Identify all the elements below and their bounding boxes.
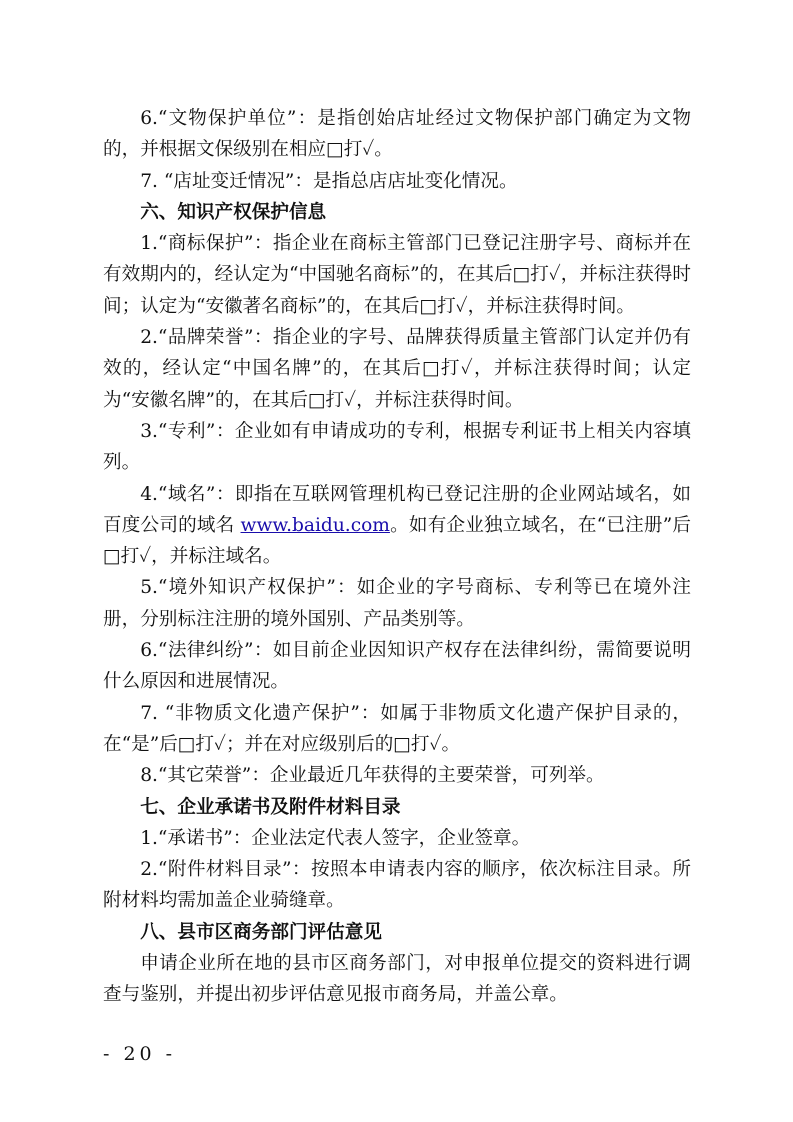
paragraph-trademark: 1.“商标保护”：指企业在商标主管部门已登记注册字号、商标并在有效期内的，经认定为“中国驰名商标”的，在其后□打✓，并标注获得时间；认定为“安徽著名商标”的，在其后□打✓，并标注获得时间。 [103,233,691,317]
paragraph-domain [103,479,691,573]
paragraph-legal-dispute: 6.“法律纠纷”：如目前企业因知识产权存在法律纠纷，需简要说明什么原因和进展情况。 [103,640,691,693]
domain-text-pre: 4.“域名”：即指在互联网管理机构已登记注册的企业网站域名，如百度公司的域名 [103,483,691,536]
paragraph-intangible-heritage: 7. “非物质文化遗产保护”：如属于非物质文化遗产保护目录的，在“是”后□打✓；并在对应级别后的□打✓。 [103,702,691,755]
paragraph-evaluation-opinion: 申请企业所在地的县市区商务部门，对申报单位提交的资料进行调查与鉴别，并提出初步评估意见报市商务局，并盖公章。 [103,953,691,1006]
section-heading-commitment: 七、企业承诺书及附件材料目录 [140,796,401,818]
section-heading-ip: 六、知识产权保护信息 [140,201,327,223]
page-number: - 20 - [103,1043,177,1065]
baidu-link[interactable]: www.baidu.com [240,514,390,536]
paragraph-patent: 3.“专利”：企业如有申请成功的专利，根据专利证书上相关内容填列。 [103,420,691,474]
section-heading-evaluation: 八、县市区商务部门评估意见 [140,921,382,943]
domain-text-post: 。如有企业独立域名，在“已注册”后□打✓，并标注域名。 [103,514,691,568]
document-body [103,103,691,1011]
paragraph-cultural-protection: 6.“文物保护单位”：是指创始店址经过文物保护部门确定为文物的，并根据文保级别在相应□打✓。 [103,108,691,161]
paragraph-store-relocation: 7. “店址变迁情况”：是指总店店址变化情况。 [140,170,518,192]
paragraph-attachment-list: 2.“附件材料目录”：按照本申请表内容的顺序，依次标注目录。所附材料均需加盖企业骑缝章。 [103,859,691,912]
paragraph-overseas-ip: 5.“境外知识产权保护”：如企业的字号商标、专利等已在境外注册，分别标注注册的境外国别、产品类别等。 [103,577,691,630]
paragraph-commitment-letter: 1.“承诺书”：企业法定代表人签字，企业签章。 [140,827,531,849]
paragraph-brand-honor: 2.“品牌荣誉”：指企业的字号、品牌获得质量主管部门认定并仍有效的，经认定“中国名牌”的，在其后□打✓，并标注获得时间；认定为“安徽名牌”的，在其后□打✓，并标注获得时间。 [103,327,691,411]
paragraph-other-honors: 8.“其它荣誉”：企业最近几年获得的主要荣誉，可列举。 [140,765,605,787]
